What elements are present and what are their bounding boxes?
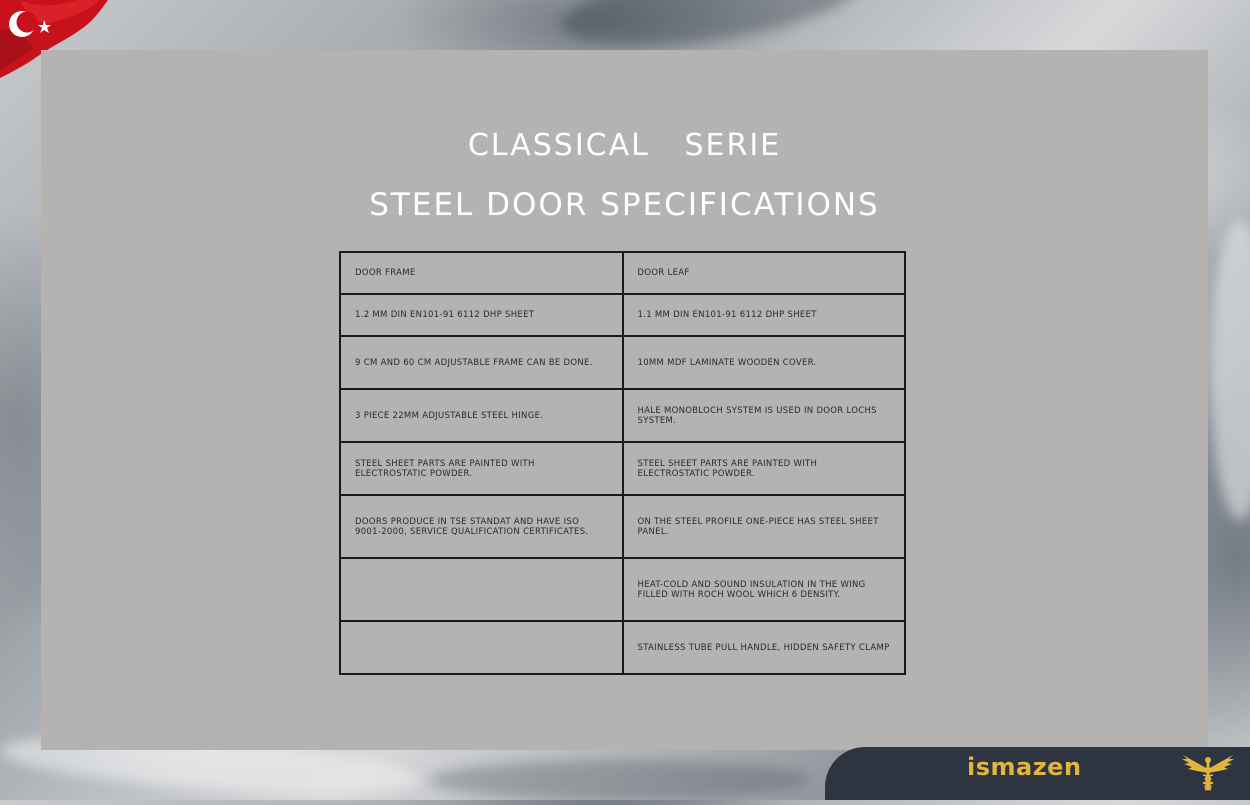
table-row <box>340 621 905 674</box>
table-cell: ON THE STEEL PROFILE ONE-PIECE HAS STEEL SHEET PANEL. <box>623 495 906 558</box>
brand-bar <box>825 747 1250 800</box>
column-header-door-frame: DOOR FRAME <box>340 252 623 294</box>
table-row <box>340 495 905 558</box>
table-cell: DOORS PRODUCE IN TSE STANDAT AND HAVE ISO 9001-2000, SERVICE QUALIFICATION CERTIFICATES. <box>340 495 623 558</box>
table-cell-empty <box>340 621 623 674</box>
table-cell: 3 PIECE 22MM ADJUSTABLE STEEL HINGE. <box>340 389 623 442</box>
table-cell: 10MM MDF LAMINATE WOODEN COVER. <box>623 336 906 389</box>
background-fold <box>430 760 810 800</box>
table-row <box>340 558 905 621</box>
table-cell: 1.1 MM DIN EN101-91 6112 DHP SHEET <box>623 294 906 336</box>
table-cell: STEEL SHEET PARTS ARE PAINTED WITH ELECTROSTATIC POWDER. <box>340 442 623 495</box>
table-header-row <box>340 252 905 294</box>
specifications-table <box>339 251 906 675</box>
table-cell: HEAT-COLD AND SOUND INSULATION IN THE WING FILLED WITH ROCH WOOL WHICH 6 DENSITY. <box>623 558 906 621</box>
table-cell: 1.2 MM DIN EN101-91 6112 DHP SHEET <box>340 294 623 336</box>
table-row <box>340 389 905 442</box>
background-fold <box>1210 220 1250 520</box>
table-cell-empty <box>340 558 623 621</box>
winged-emblem-icon <box>1181 751 1235 791</box>
page-subtitle: STEEL DOOR SPECIFICATIONS <box>369 187 880 223</box>
table-cell: STAINLESS TUBE PULL HANDLE, HIDDEN SAFETY CLAMP <box>623 621 906 674</box>
table-cell: STEEL SHEET PARTS ARE PAINTED WITH ELECTROSTATIC POWDER. <box>623 442 906 495</box>
table-row <box>340 294 905 336</box>
page-title: CLASSICAL SERIE <box>467 128 782 163</box>
table-row <box>340 336 905 389</box>
table-cell: 9 CM AND 60 CM ADJUSTABLE FRAME CAN BE DONE. <box>340 336 623 389</box>
column-header-door-leaf: DOOR LEAF <box>623 252 906 294</box>
table-row <box>340 442 905 495</box>
table-cell: HALE MONOBLOCH SYSTEM IS USED IN DOOR LOCHS SYSTEM. <box>623 389 906 442</box>
brand-logo-text: ismazen <box>967 753 1082 781</box>
